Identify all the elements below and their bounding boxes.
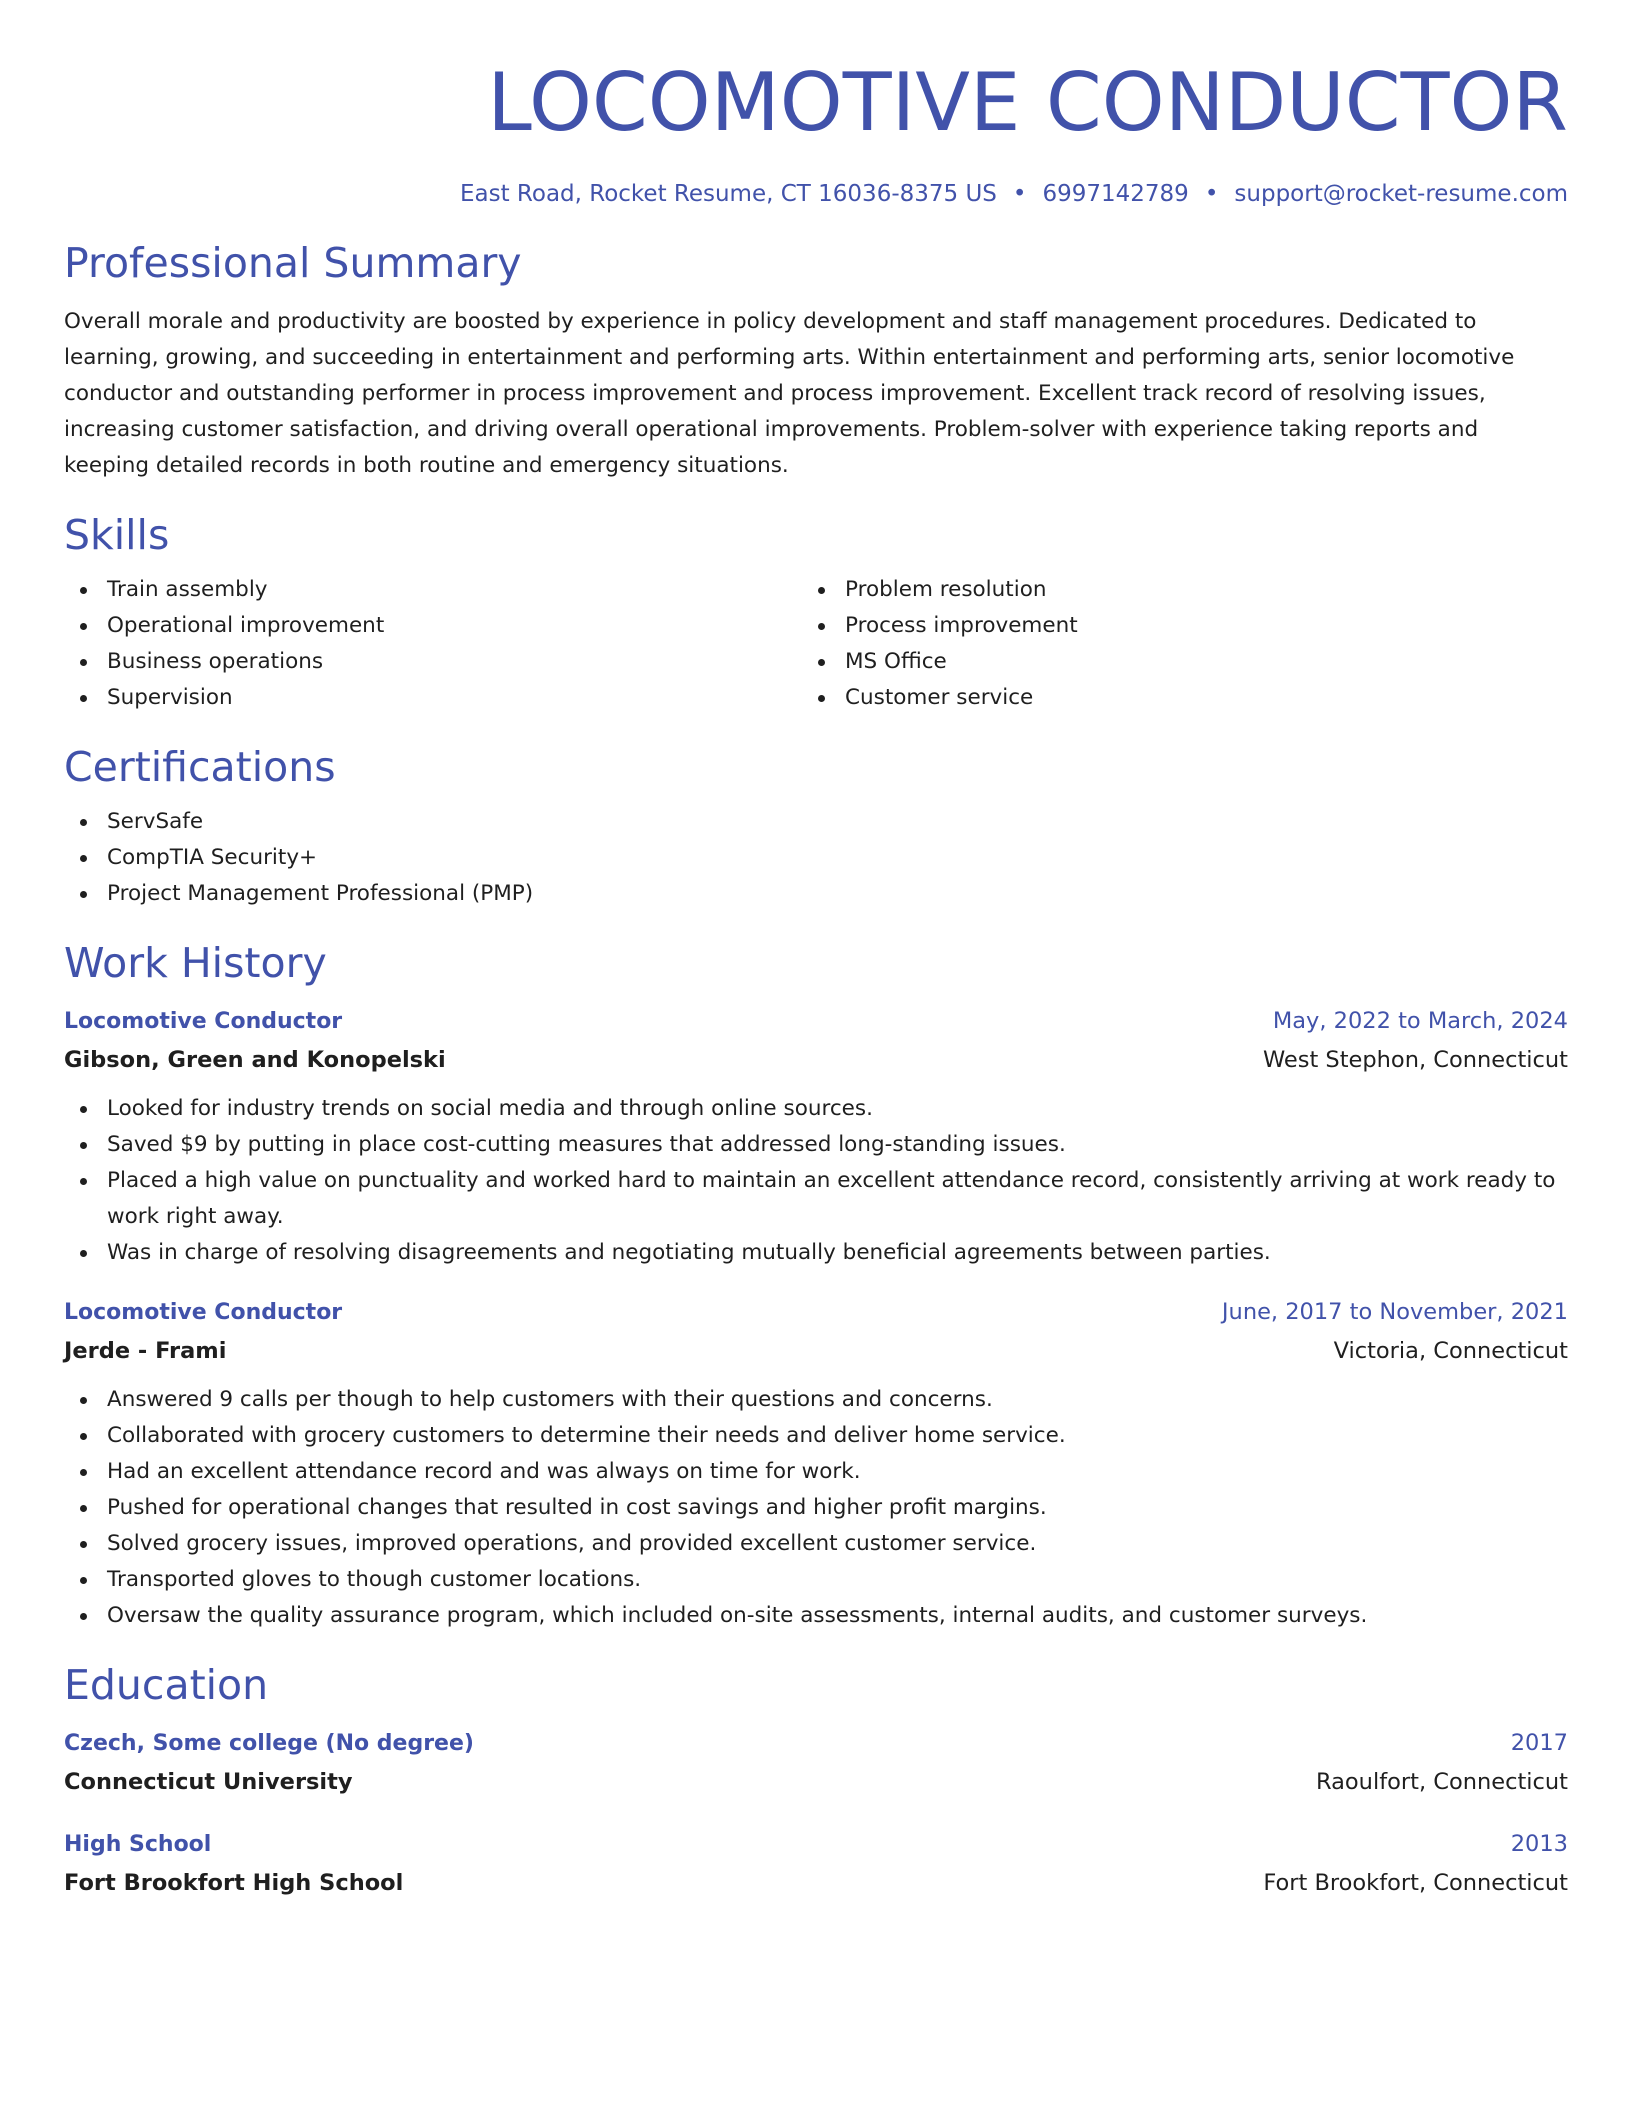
job-location: Victoria, Connecticut xyxy=(1333,1338,1568,1364)
job-bullet xyxy=(64,1562,1568,1598)
education-entry xyxy=(64,1825,1568,1902)
job-employer-row xyxy=(64,1332,1568,1370)
work-history-heading: Work History xyxy=(64,939,327,987)
certification-label: CompTIA Security+ xyxy=(107,845,318,870)
bullet-icon xyxy=(818,695,825,702)
skill-item xyxy=(802,572,1568,608)
education-school-row xyxy=(64,1864,1568,1902)
education-heading: Education xyxy=(64,1661,269,1709)
skill-item xyxy=(64,644,802,680)
education-location: Fort Brookfort, Connecticut xyxy=(1263,1870,1568,1896)
contact-email[interactable]: support@rocket-resume.com xyxy=(1234,181,1568,207)
job-employer-row xyxy=(64,1041,1568,1079)
skill-item xyxy=(802,608,1568,644)
bullet-icon xyxy=(80,855,87,862)
skills-grid xyxy=(64,572,1568,716)
bullet-icon xyxy=(80,1577,87,1584)
job-entry xyxy=(64,1002,1568,1271)
education-school: Fort Brookfort High School xyxy=(64,1870,404,1896)
job-bullets xyxy=(64,1091,1568,1271)
bullet-icon xyxy=(80,1250,87,1257)
education-location: Raoulfort, Connecticut xyxy=(1315,1769,1568,1795)
certifications-section xyxy=(64,742,1568,912)
job-bullet xyxy=(64,1454,1568,1490)
job-bullet-text: Answered 9 calls per though to help customers with their questions and concerns. xyxy=(107,1387,993,1412)
skill-label: Customer service xyxy=(845,685,1034,710)
job-bullet-text: Looked for industry trends on social media and through online sources. xyxy=(107,1096,873,1121)
skill-label: Train assembly xyxy=(107,577,268,602)
skill-item xyxy=(64,572,802,608)
bullet-icon xyxy=(80,659,87,666)
job-bullet-text: Pushed for operational changes that resulted in cost savings and higher profit margins. xyxy=(107,1495,1047,1520)
skill-label: Supervision xyxy=(107,685,233,710)
contact-line xyxy=(64,178,1568,210)
skill-item xyxy=(802,644,1568,680)
job-title: Locomotive Conductor xyxy=(64,1300,343,1325)
skill-label: Business operations xyxy=(107,649,324,674)
certifications-heading: Certifications xyxy=(64,743,336,791)
bullet-icon xyxy=(818,587,825,594)
skills-heading: Skills xyxy=(64,511,170,559)
certification-item xyxy=(64,804,1568,840)
resume-name: LOCOMOTIVE CONDUCTOR xyxy=(487,56,1568,149)
skill-item xyxy=(64,680,802,716)
bullet-icon xyxy=(80,1142,87,1149)
bullet-icon xyxy=(80,1106,87,1113)
job-title: Locomotive Conductor xyxy=(64,1009,343,1034)
contact-separator: • xyxy=(1012,181,1027,207)
bullet-icon xyxy=(80,1433,87,1440)
job-employer: Jerde - Frami xyxy=(64,1338,227,1364)
job-bullet xyxy=(64,1235,1568,1271)
job-bullet xyxy=(64,1526,1568,1562)
certification-label: ServSafe xyxy=(107,809,204,834)
summary-text: Overall morale and productivity are boosted by experience in policy development and staff management procedures. Dedicated to learning, growing, and succeeding in entertainment and performing arts. Within entertainment and performing arts, senior locomotive conductor and outstanding performer in process improvement and process improvement. Excellent track record of resolving issues, increasing customer satisfaction, and driving overall operational improvements. Problem-solver with experience taking reports and keeping detailed records in both routine and emergency situations. xyxy=(64,309,1515,478)
certification-item xyxy=(64,840,1568,876)
education-entry xyxy=(64,1724,1568,1801)
certifications-list xyxy=(64,804,1568,912)
skill-label: MS Office xyxy=(845,649,947,674)
work-history-section xyxy=(64,938,1568,1634)
job-bullets xyxy=(64,1382,1568,1634)
bullet-icon xyxy=(818,659,825,666)
education-year: 2013 xyxy=(1510,1831,1568,1857)
contact-address: East Road, Rocket Resume, CT 16036-8375 US xyxy=(459,181,997,207)
job-header-row xyxy=(64,1293,1568,1332)
skill-label: Problem resolution xyxy=(845,577,1047,602)
job-bullet-text: Collaborated with grocery customers to determine their needs and deliver home service. xyxy=(107,1423,1066,1448)
education-year: 2017 xyxy=(1510,1730,1568,1756)
job-bullet-text: Saved $9 by putting in place cost-cutting measures that addressed long-standing issues. xyxy=(107,1132,1066,1157)
education-section xyxy=(64,1660,1568,1902)
job-bullet xyxy=(64,1127,1568,1163)
job-bullet xyxy=(64,1418,1568,1454)
job-bullet xyxy=(64,1163,1568,1235)
job-bullet xyxy=(64,1598,1568,1634)
job-location: West Stephon, Connecticut xyxy=(1262,1047,1568,1073)
summary-heading: Professional Summary xyxy=(64,239,522,287)
skills-list-left xyxy=(64,572,802,716)
bullet-icon xyxy=(80,587,87,594)
job-bullet xyxy=(64,1091,1568,1127)
skill-item xyxy=(802,680,1568,716)
certification-label: Project Management Professional (PMP) xyxy=(107,881,534,906)
job-bullet xyxy=(64,1382,1568,1418)
job-bullet-text: Transported gloves to though customer locations. xyxy=(107,1567,642,1592)
job-bullet-text: Was in charge of resolving disagreements and negotiating mutually beneficial agreements between parties. xyxy=(107,1240,1271,1265)
job-bullet-text: Had an excellent attendance record and was always on time for work. xyxy=(107,1459,861,1484)
bullet-icon xyxy=(80,1469,87,1476)
skills-section xyxy=(64,510,1568,716)
education-school: Connecticut University xyxy=(64,1769,353,1795)
bullet-icon xyxy=(80,1397,87,1404)
job-bullet xyxy=(64,1490,1568,1526)
bullet-icon xyxy=(80,695,87,702)
skill-item xyxy=(64,608,802,644)
job-dates: June, 2017 to November, 2021 xyxy=(1221,1299,1568,1325)
contact-separator: • xyxy=(1204,181,1219,207)
bullet-icon xyxy=(80,623,87,630)
bullet-icon xyxy=(80,819,87,826)
job-header-row xyxy=(64,1002,1568,1041)
bullet-icon xyxy=(80,1541,87,1548)
bullet-icon xyxy=(80,891,87,898)
skill-label: Process improvement xyxy=(845,613,1078,638)
bullet-icon xyxy=(80,1505,87,1512)
bullet-icon xyxy=(818,623,825,630)
education-school-row xyxy=(64,1763,1568,1801)
job-bullet-text: Oversaw the quality assurance program, which included on-site assessments, internal audits, and customer surveys. xyxy=(107,1603,1368,1628)
skill-label: Operational improvement xyxy=(107,613,385,638)
skills-list-right xyxy=(802,572,1568,716)
education-degree: High School xyxy=(64,1832,212,1857)
education-degree: Czech, Some college (No degree) xyxy=(64,1731,474,1756)
contact-phone: 6997142789 xyxy=(1042,181,1189,207)
education-header-row xyxy=(64,1825,1568,1864)
job-bullet-text: Placed a high value on punctuality and worked hard to maintain an excellent attendance record, consistently arriving at work ready to work right away. xyxy=(107,1168,1556,1229)
job-employer: Gibson, Green and Konopelski xyxy=(64,1047,446,1073)
job-bullet-text: Solved grocery issues, improved operations, and provided excellent customer service. xyxy=(107,1531,1037,1556)
education-header-row xyxy=(64,1724,1568,1763)
job-entry xyxy=(64,1293,1568,1634)
bullet-icon xyxy=(80,1613,87,1620)
job-dates: May, 2022 to March, 2024 xyxy=(1272,1008,1568,1034)
bullet-icon xyxy=(80,1178,87,1185)
certification-item xyxy=(64,876,1568,912)
